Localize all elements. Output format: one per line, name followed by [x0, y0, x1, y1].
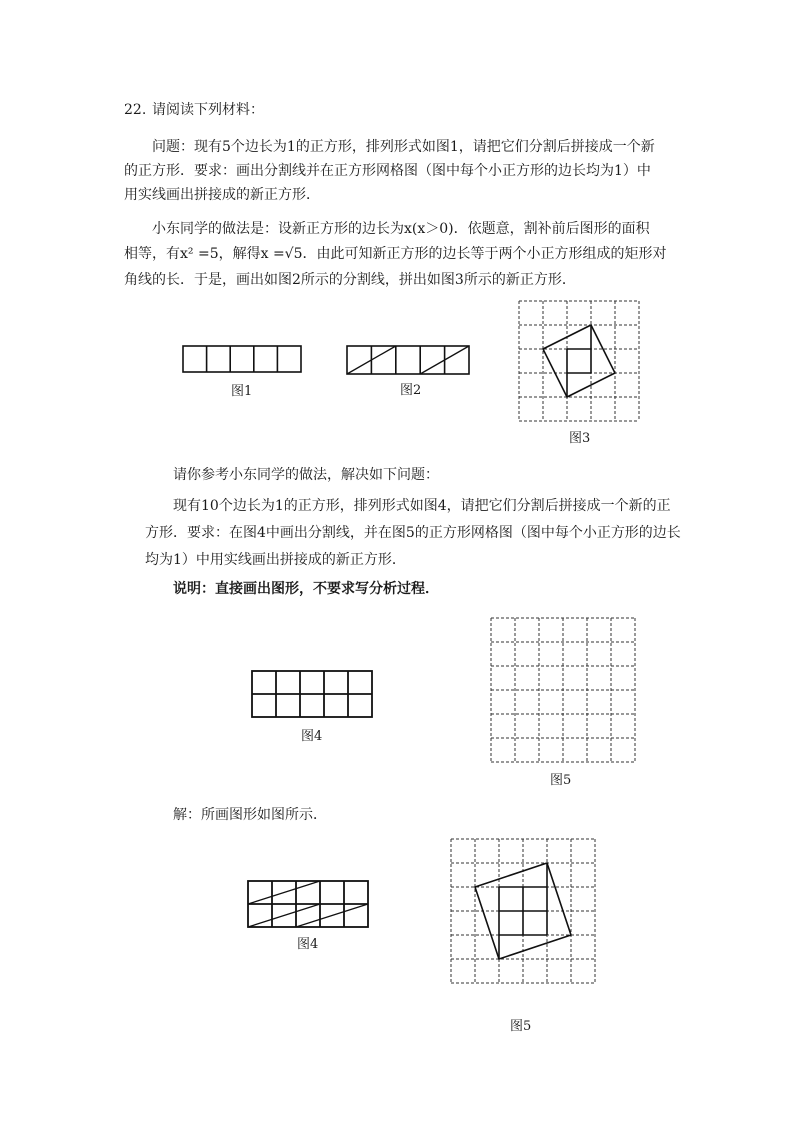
fig2-grid: [347, 346, 469, 374]
fig2-caption: 图2: [400, 383, 422, 398]
fig4-answer-caption: 图4: [297, 937, 319, 952]
question-line2: 方形．要求：在图4中画出分割线，并在图5的正方形网格图（图中每个小正方形的边长: [145, 525, 681, 541]
problem-text-line2: 的正方形．要求：画出分割线并在正方形网格图（图中每个小正方形的边长均为1）中: [124, 163, 651, 179]
figure-3: [518, 300, 642, 448]
method-line2: 相等，有x² =5，解得x =√5．由此可知新正方形的边长等于两个小正方形组成的矩形对: [124, 246, 667, 262]
fig1-caption: 图1: [231, 384, 253, 399]
question-line1: 现有10个边长为1的正方形，排列形式如图4，请把它们分割后拼接成一个新的正: [173, 498, 671, 514]
fig3-new-square: [543, 325, 615, 397]
fig4-answer-grid: [248, 881, 368, 927]
question-intro: 请你参考小东同学的做法，解决如下问题：: [173, 467, 439, 483]
fig5-dashed-grid: [491, 618, 635, 762]
fig5-answer-caption: 图5: [510, 1019, 532, 1034]
figure-5: [490, 617, 640, 789]
question-note: 说明：直接画出图形，不要求写分析过程．: [173, 581, 439, 597]
problem-text-line1: 问题：现有5个边长为1的正方形，排列形式如图1，请把它们分割后拼接成一个新: [152, 139, 655, 155]
fig4-caption: 图4: [301, 729, 323, 744]
fig3-dashed-grid: [519, 301, 639, 421]
problem-heading: 请阅读下列材料：: [152, 102, 264, 118]
question-line3: 均为1）中用实线画出拼接成的新正方形．: [145, 552, 406, 568]
figure-4-answer: [247, 880, 373, 952]
fig3-caption: 图3: [569, 431, 591, 446]
fig2-cut-lines: [347, 346, 469, 374]
solution-text: 解：所画图形如图所示．: [173, 807, 327, 823]
figure-2: [346, 345, 472, 405]
fig5-caption: 图5: [550, 773, 572, 788]
figure-4: [251, 670, 375, 748]
fig1-grid: [183, 346, 301, 372]
figure-5-answer: [450, 838, 600, 1034]
method-line1: 小东同学的做法是：设新正方形的边长为x(x＞0)．依题意，割补前后图形的面积: [152, 221, 650, 237]
fig4-grid: [252, 671, 372, 717]
figure-1: [182, 345, 304, 405]
problem-number: 22.: [124, 102, 147, 118]
method-line3: 角线的长．于是，画出如图2所示的分割线，拼出如图3所示的新正方形．: [124, 272, 576, 288]
problem-text-line3: 用实线画出拼接成的新正方形．: [124, 187, 320, 203]
